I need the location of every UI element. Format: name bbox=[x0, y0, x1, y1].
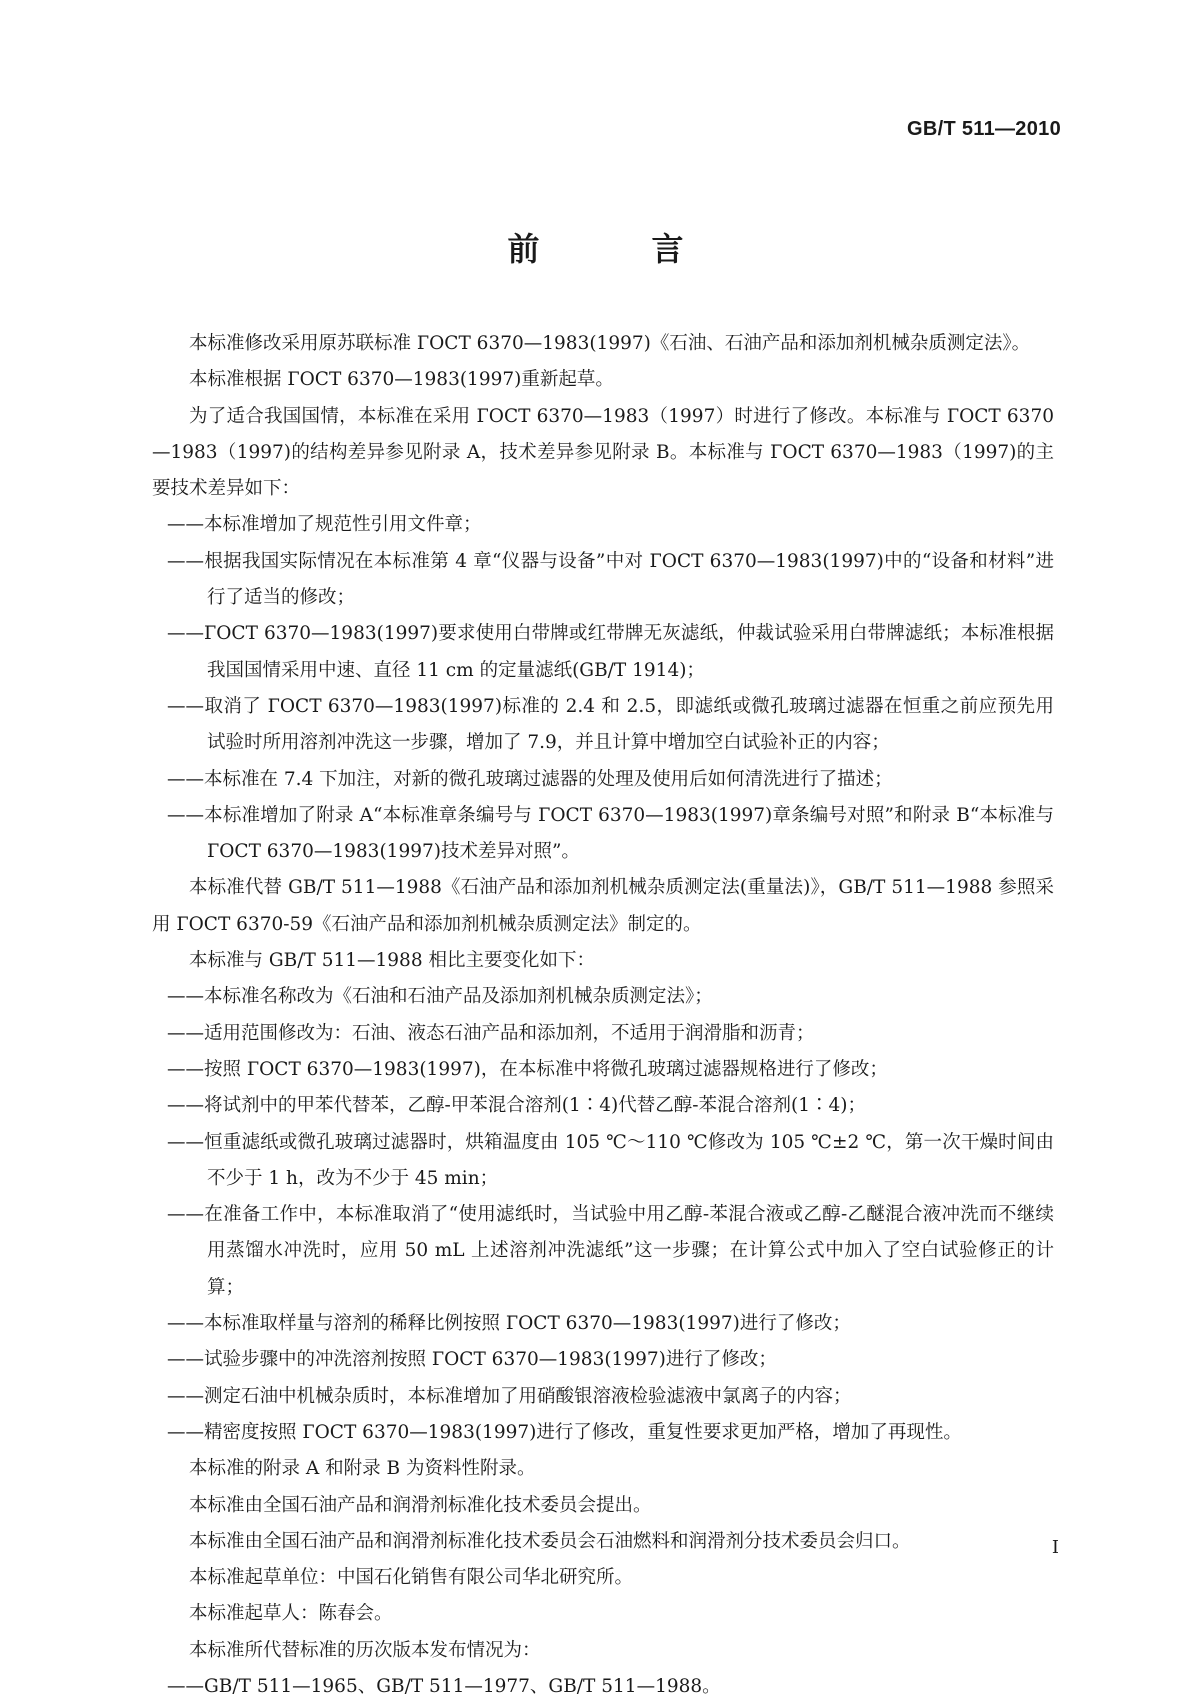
foreword-body bbox=[152, 326, 1054, 1705]
list-item: ——将试剂中的甲苯代替苯，乙醇-甲苯混合溶剂(1∶4)代替乙醇-苯混合溶剂(1∶4)； bbox=[167, 1095, 866, 1117]
paragraph: 本标准起草单位：中国石化销售有限公司华北研究所。 bbox=[189, 1567, 634, 1589]
paragraph: 本标准与 GB/T 511—1988 相比主要变化如下： bbox=[189, 950, 595, 972]
list-item: ——本标准增加了规范性引用文件章； bbox=[167, 514, 482, 536]
list-item: ——精密度按照 ГОСТ 6370—1983(1997)进行了修改，重复性要求更加严格，增加了再现性。 bbox=[167, 1421, 962, 1443]
list-item: ——测定石油中机械杂质时，本标准增加了用硝酸银溶液检验滤液中氯离子的内容； bbox=[167, 1385, 852, 1407]
page-title: 前 言 bbox=[507, 230, 724, 268]
list-item: ——根据我国实际情况在本标准第 4 章“仪器与设备”中对 ГОСТ 6370—1983(1997)中的“设备和材料”进行了适当的修改； bbox=[167, 550, 1054, 609]
list-item: ——试验步骤中的冲洗溶剂按照 ГОСТ 6370—1983(1997)进行了修改； bbox=[167, 1349, 777, 1371]
list-item: ——取消了 ГОСТ 6370—1983(1997)标准的 2.4 和 2.5，即滤纸或微孔玻璃过滤器在恒重之前应预先用试验时所用溶剂冲洗这一步骤，增加了 7.9，并且计算中增加空白试验补正的内容； bbox=[167, 695, 1054, 754]
list-item: ——ГОСТ 6370—1983(1997)要求使用白带牌或红带牌无灰滤纸，仲裁试验采用白带牌滤纸；本标准根据我国国情采用中速、直径 11 cm 的定量滤纸(GB/T 1914)； bbox=[167, 623, 1054, 681]
list-item: ——按照 ГОСТ 6370—1983(1997)，在本标准中将微孔玻璃过滤器规格进行了修改； bbox=[167, 1058, 888, 1080]
paragraph: 本标准代替 GB/T 511—1988《石油产品和添加剂机械杂质测定法(重量法)》，GB/T 511—1988 参照采用 ГОСТ 6370-59《石油产品和添加剂机械杂质测定法》制定的。 bbox=[152, 877, 1054, 935]
list-item: ——在准备工作中，本标准取消了“使用滤纸时，当试验中用乙醇-苯混合液或乙醇-乙醚混合液冲洗而不继续用蒸馏水冲洗时，应用 50 mL 上述溶剂冲洗滤纸”这一步骤；在计算公式中加入了空白试验修正的计算； bbox=[167, 1204, 1054, 1298]
list-item: ——本标准名称改为《石油和石油产品及添加剂机械杂质测定法》； bbox=[167, 986, 713, 1008]
paragraph: 本标准所代替标准的历次版本发布情况为： bbox=[189, 1639, 541, 1661]
paragraph: 本标准起草人：陈春会。 bbox=[189, 1603, 393, 1625]
paragraph: 本标准的附录 A 和附录 B 为资料性附录。 bbox=[189, 1458, 536, 1480]
list-item: ——适用范围修改为：石油、液态石油产品和添加剂，不适用于润滑脂和沥青； bbox=[167, 1022, 815, 1044]
list-item: ——本标准增加了附录 A“本标准章条编号与 ГОСТ 6370—1983(1997)章条编号对照”和附录 B“本标准与 ГОСТ 6370—1983(1997)技术差异对照”。 bbox=[167, 804, 1054, 863]
paragraph: 本标准由全国石油产品和润滑剂标准化技术委员会提出。 bbox=[189, 1494, 652, 1516]
paragraph: 本标准修改采用原苏联标准 ГОСТ 6370—1983(1997)《石油、石油产品和添加剂机械杂质测定法》。 bbox=[189, 333, 1031, 354]
paragraph: 本标准由全国石油产品和润滑剂标准化技术委员会石油燃料和润滑剂分技术委员会归口。 bbox=[189, 1530, 911, 1552]
list-item: ——本标准取样量与溶剂的稀释比例按照 ГОСТ 6370—1983(1997)进行了修改； bbox=[167, 1313, 851, 1335]
list-item: ——恒重滤纸或微孔玻璃过滤器时，烘箱温度由 105 ℃～110 ℃修改为 105 ℃±2 ℃，第一次干燥时间由不少于 1 h，改为不少于 45 min； bbox=[167, 1131, 1054, 1189]
standard-code: GB/T 511—2010 bbox=[907, 118, 1061, 140]
list-item: ——GB/T 511—1965、GB/T 511—1977、GB/T 511—1988。 bbox=[167, 1675, 721, 1697]
paragraph: 为了适合我国国情，本标准在采用 ГОСТ 6370—1983（1997）时进行了修改。本标准与 ГОСТ 6370—1983（1997)的结构差异参见附录 A，技术差异参见附录 B。本标准与 ГОСТ 6370—1983（1997)的主要技术差异如下： bbox=[152, 405, 1054, 500]
paragraph: 本标准根据 ГОСТ 6370—1983(1997)重新起草。 bbox=[189, 369, 614, 391]
page-number: I bbox=[1051, 1537, 1059, 1558]
list-item: ——本标准在 7.4 下加注，对新的微孔玻璃过滤器的处理及使用后如何清洗进行了描述； bbox=[167, 768, 893, 790]
